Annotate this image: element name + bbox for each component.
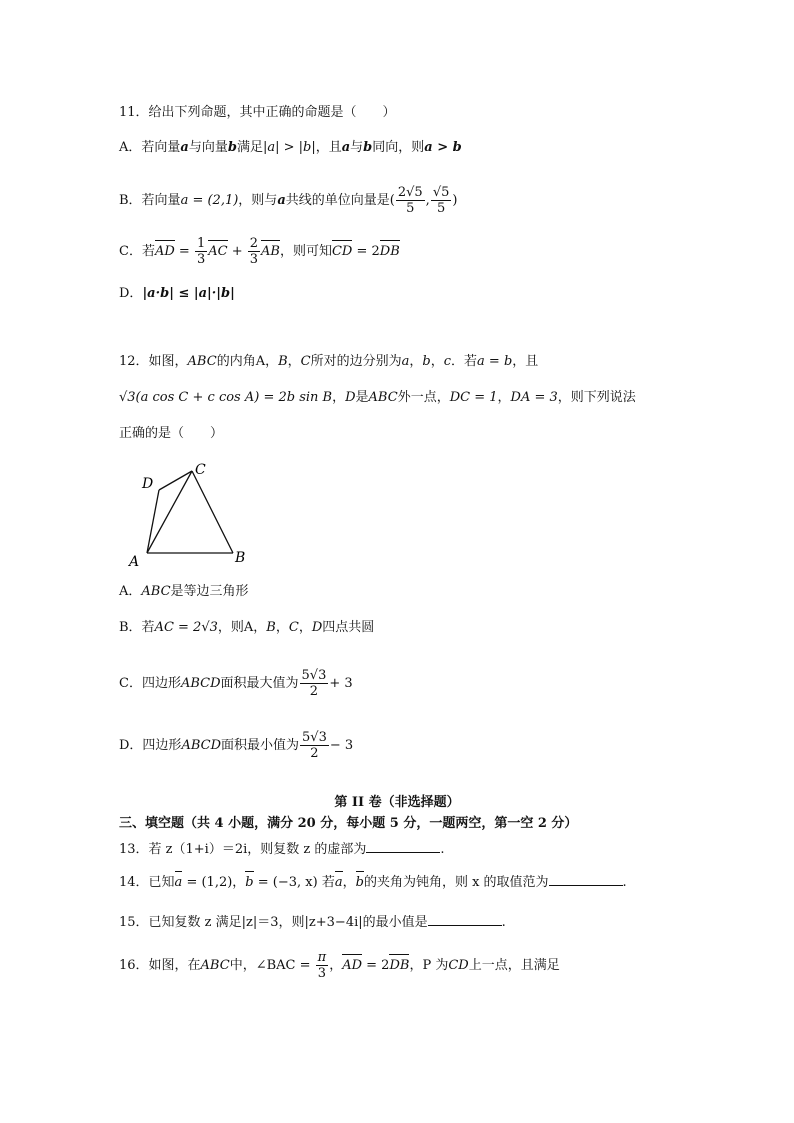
label-d: D [142,476,154,492]
part2-title: 第 II 卷（非选择题） [334,795,460,810]
answer-blank [428,925,502,926]
edge-bc [192,471,233,553]
q11-option-d: D．|a·b| ≤ |a|·|b| [119,286,235,301]
q12-stem-line1: 12．如图，ABC的内角A，B，C所对的边分别为a，b，c．若a = b，且 [119,354,539,369]
edge-da [147,490,159,553]
q11-option-c: C．若AD = $\frac{1}{3}$ AC + $\frac{2}{3}$ AB，则可知CD = 2DB [119,236,400,267]
q15: 15．已知复数 z 满足|z|＝3，则|z+3−4i|的最小值是 . [119,915,506,930]
q12-option-d: D．四边形ABCD面积最小值为 $\frac{5√3}{2}$ − 3 [119,730,354,761]
q12-stem-line2: √3(a cos C + c cos A) = 2b sin B，D是ABC外一点，DC = 1，DA = 3，则下列说法 [119,390,636,405]
q11-option-b: B．若向量a = (2,1)，则与a共线的单位向量是( $\frac{2√5}{5}$ , $\frac{√5}{5}$ ) [119,185,458,216]
q12-option-b: B．若AC = 2√3，则A，B，C，D四点共圆 [119,620,375,635]
label-c: C [195,462,206,478]
answer-blank [366,852,440,853]
q13: 13．若 z（1+i）＝2i，则复数 z 的虚部为 . [119,842,445,857]
answer-blank [549,885,623,886]
q16: 16．如图，在ABC中，∠BAC = $\frac{\pi}{3}$ ，AD = 2DB，P 为CD上一点，且满足 [119,950,560,981]
q12-option-a: A．ABC是等边三角形 [119,584,249,599]
label-a: A [129,554,140,570]
q11-stem: 11．给出下列命题，其中正确的命题是（ ） [119,105,396,120]
q12-option-c: C．四边形ABCD面积最大值为 $\frac{5√3}{2}$ + 3 [119,668,353,699]
q12-figure [120,455,260,570]
q12-stem-line3: 正确的是（ ） [119,426,224,441]
fill-in-section-heading: 三、填空题（共 4 小题，满分 20 分，每小题 5 分，一题两空，第一空 2 分） [119,816,578,831]
q14: 14．已知a = (1,2)，b = (−3, x) 若a，b的夹角为钝角，则 x 的取值范为 . [119,873,627,893]
q11-option-a: A．若向量a与向量b满足|a| > |b|，且a与b同向，则a > b [119,140,462,155]
label-b: B [235,550,246,566]
